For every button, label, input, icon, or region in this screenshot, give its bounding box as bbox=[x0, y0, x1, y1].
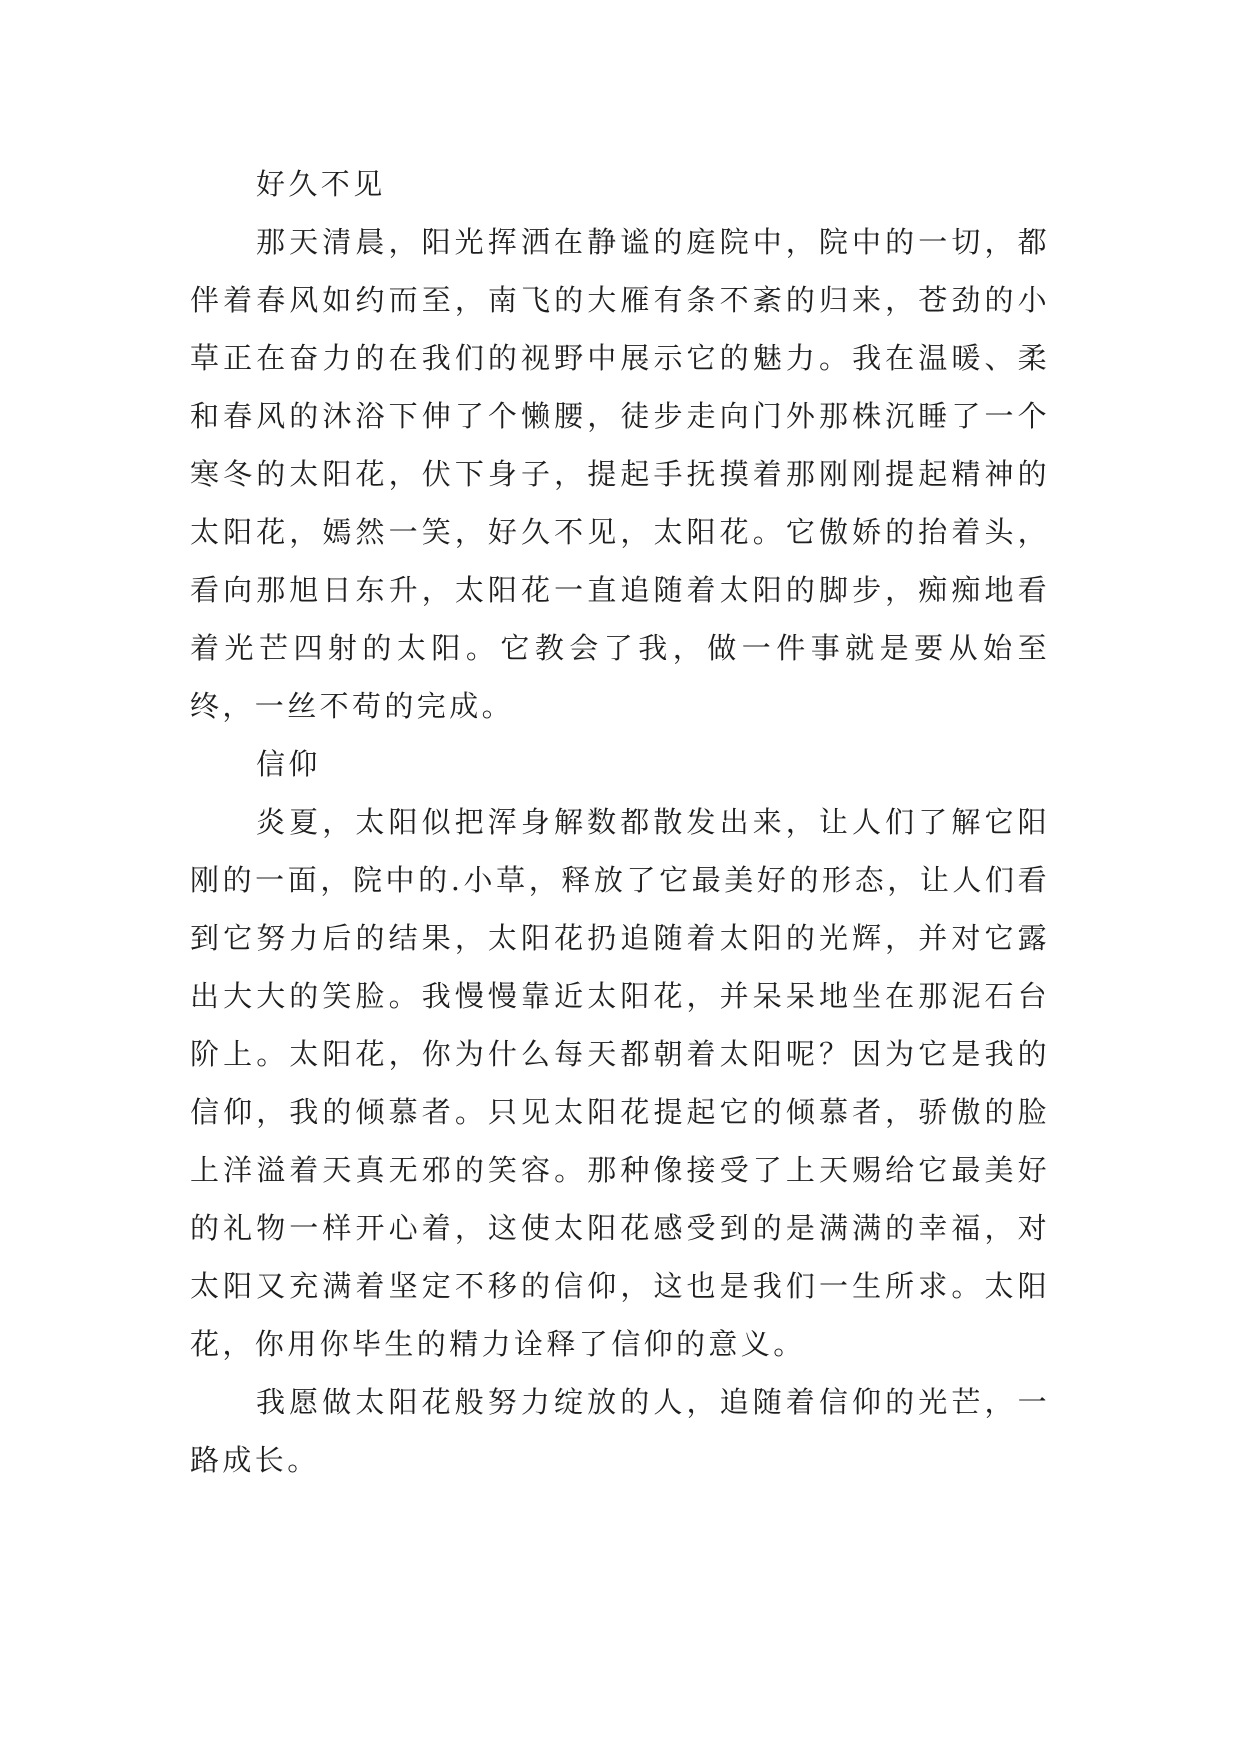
paragraph-2: 炎夏，太阳似把浑身解数都散发出来，让人们了解它阳刚的一面，院中的.小草，释放了它最美好的形态，让人们看到它努力后的结果，太阳花扔追随着太阳的光辉，并对它露出大大的笑脸。我慢慢靠近太阳花，并呆呆地坐在那泥石台阶上。太阳花，你为什么每天都朝着太阳呢？因为它是我的信仰，我的倾慕者。只见太阳花提起它的倾慕者，骄傲的脸上洋溢着天真无邪的笑容。那种像接受了上天赐给它最美好的礼物一样开心着，这使太阳花感受到的是满满的幸福，对太阳又充满着坚定不移的信仰，这也是我们一生所求。太阳花，你用你毕生的精力诠释了信仰的意义。 bbox=[190, 805, 1050, 1361]
paragraph-1: 那天清晨，阳光挥洒在静谧的庭院中，院中的一切，都伴着春风如约而至，南飞的大雁有条不紊的归来，苍劲的小草正在奋力的在我们的视野中展示它的魅力。我在温暖、柔和春风的沐浴下伸了个懒腰，徒步走向门外那株沉睡了一个寒冬的太阳花，伏下身子，提起手抚摸着那刚刚提起精神的太阳花，嫣然一笑，好久不见，太阳花。它傲娇的抬着头，看向那旭日东升，太阳花一直追随着太阳的脚步，痴痴地看着光芒四射的太阳。它教会了我，做一件事就是要从始至终，一丝不苟的完成。 bbox=[190, 225, 1050, 723]
section-heading-2: 信仰 bbox=[256, 747, 321, 781]
section-heading-1: 好久不见 bbox=[256, 167, 386, 201]
paragraph-3: 我愿做太阳花般努力绽放的人，追随着信仰的光芒，一路成长。 bbox=[190, 1385, 1050, 1477]
document-body bbox=[190, 155, 1050, 1489]
